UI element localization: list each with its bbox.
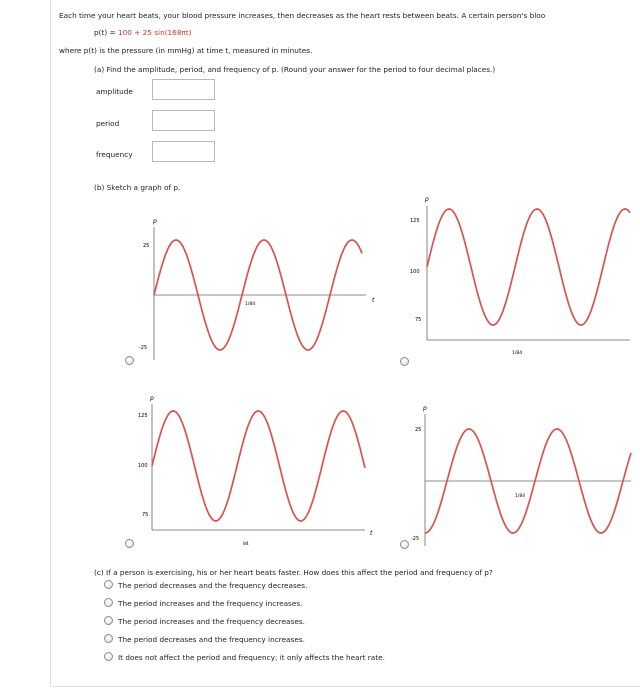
graph3-tick-x: 84 bbox=[243, 542, 249, 547]
graph3-tick-mid: 100 bbox=[138, 463, 148, 469]
graph4-p-label: p bbox=[423, 405, 427, 412]
frequency-input[interactable] bbox=[152, 141, 215, 162]
graph4-tick-bottom: -25 bbox=[411, 536, 420, 542]
part-a-prompt: (a) Find the amplitude, period, and frequency of p. (Round your answer for the period to four decimal places.) bbox=[94, 65, 496, 74]
option-radio[interactable] bbox=[104, 634, 113, 643]
intro-text: Each time your heart beats, your blood pressure increases, then decreases as the heart rests between beats. A certain person's bloo bbox=[59, 11, 546, 20]
frequency-label: frequency bbox=[96, 150, 133, 159]
graph-option-3 bbox=[125, 390, 375, 550]
option-label: The period increases and the frequency increases. bbox=[118, 599, 303, 608]
graph4-tick-x: 1/84 bbox=[515, 494, 526, 499]
option-label: The period decreases and the frequency decreases. bbox=[118, 581, 308, 590]
graph1-t-label: t bbox=[372, 297, 375, 304]
option-radio[interactable] bbox=[104, 616, 113, 625]
graph2-curve bbox=[427, 209, 630, 325]
graph3-t-label: t bbox=[370, 530, 373, 537]
amplitude-input[interactable] bbox=[152, 79, 215, 100]
option-radio[interactable] bbox=[104, 652, 113, 661]
option-radio[interactable] bbox=[104, 598, 113, 607]
period-input[interactable] bbox=[152, 110, 215, 131]
graph3-p-label: p bbox=[150, 395, 154, 402]
graph-option-4 bbox=[405, 400, 635, 550]
graph1-tick-bottom: -25 bbox=[139, 345, 148, 351]
graph2-tick-mid: 100 bbox=[410, 269, 420, 275]
graph-option-1 bbox=[140, 210, 380, 370]
graph1-p-label: p bbox=[153, 218, 157, 225]
part-b-prompt: (b) Sketch a graph of p. bbox=[94, 183, 181, 192]
option-label: The period decreases and the frequency increases. bbox=[118, 635, 305, 644]
graph2-tick-x: 1/84 bbox=[512, 351, 523, 356]
amplitude-label: amplitude bbox=[96, 87, 133, 96]
formula bbox=[94, 28, 192, 37]
part-c-prompt: (c) If a person is exercising, his or her heart beats faster. How does this affect the period and frequency of p? bbox=[94, 568, 493, 577]
option-label: It does not affect the period and frequency; it only affects the heart rate. bbox=[118, 653, 385, 662]
graph-option-1-radio[interactable] bbox=[125, 356, 134, 365]
graph2-tick-top: 125 bbox=[410, 218, 420, 224]
graph-option-2 bbox=[395, 190, 635, 360]
graph3-tick-bottom: 75 bbox=[142, 512, 149, 518]
period-label: period bbox=[96, 119, 120, 128]
graph2-p-label: p bbox=[425, 196, 429, 203]
graph3-curve bbox=[152, 411, 365, 521]
graph-option-2-radio[interactable] bbox=[400, 357, 409, 366]
graph3-tick-top: 125 bbox=[138, 413, 148, 419]
option-radio[interactable] bbox=[104, 580, 113, 589]
graph4-tick-top: 25 bbox=[415, 427, 422, 433]
graph-option-4-radio[interactable] bbox=[400, 540, 409, 549]
graph1-tick-top: 25 bbox=[143, 243, 150, 249]
where-text: where p(t) is the pressure (in mmHg) at time t, measured in minutes. bbox=[59, 46, 313, 55]
formula-lhs: p(t) = bbox=[94, 28, 118, 37]
graph2-tick-bottom: 75 bbox=[415, 317, 422, 323]
graph1-tick-x: 1/84 bbox=[245, 302, 256, 307]
option-label: The period increases and the frequency decreases. bbox=[118, 617, 305, 626]
graph-option-3-radio[interactable] bbox=[125, 539, 134, 548]
formula-rhs: 100 + 25 sin(168πt) bbox=[117, 28, 192, 37]
